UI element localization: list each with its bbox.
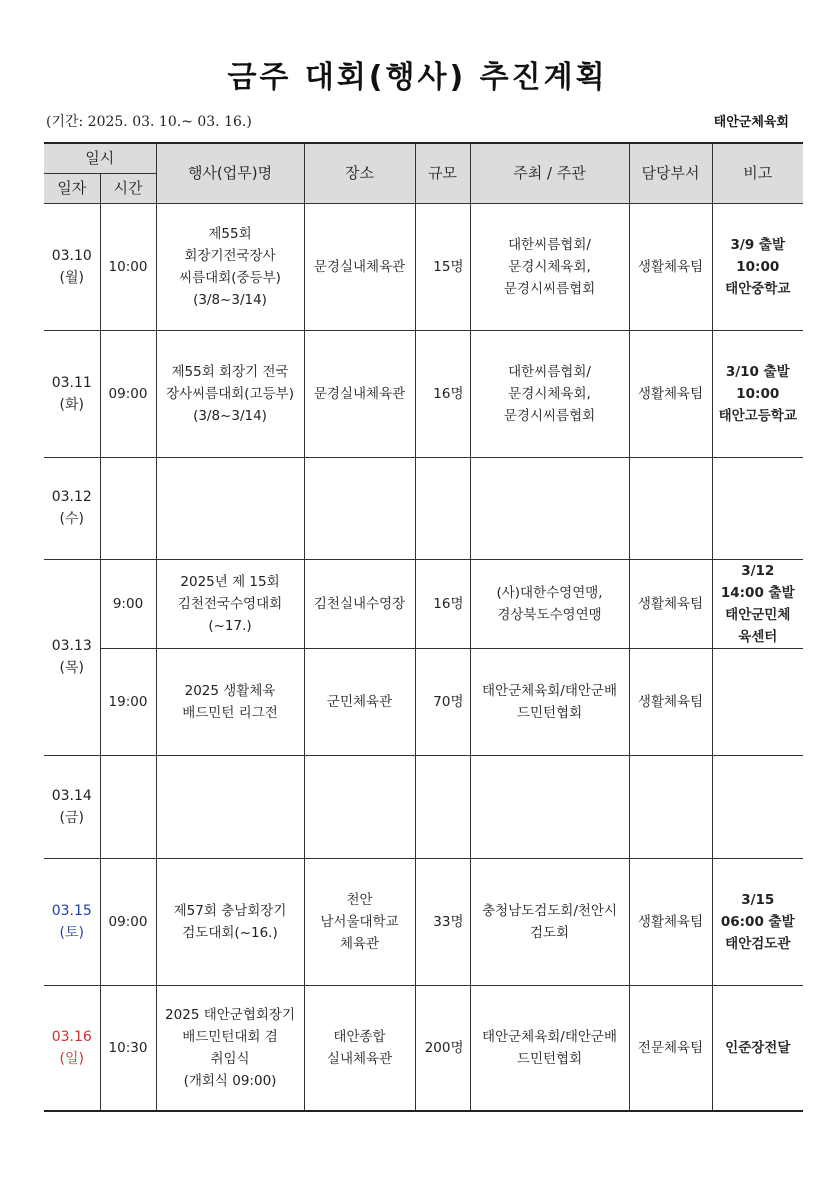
venue-cell: 군민체육관: [304, 648, 415, 755]
event-cell: 제55회 회장기전국장사 씨름대회(중등부) (3/8~3/14): [156, 203, 304, 330]
event-cell: [156, 457, 304, 559]
header-time: 시간: [100, 173, 156, 203]
header-note: 비고: [712, 143, 803, 203]
table-row: [44, 330, 803, 457]
time-cell: [100, 457, 156, 559]
host-cell: 대한씨름협회/ 문경시체육회, 문경시씨름협회: [470, 203, 629, 330]
note-cell: [712, 457, 803, 559]
header-datetime: 일시: [44, 143, 156, 173]
note-cell: [712, 755, 803, 858]
table-row: [44, 457, 803, 559]
table-row: [44, 559, 803, 648]
event-cell: 제57회 충남회장기 검도대회(~16.): [156, 858, 304, 985]
header-scale: 규모: [415, 143, 470, 203]
dept-cell: [629, 457, 712, 559]
venue-cell: 문경실내체육관: [304, 203, 415, 330]
dept-cell: 전문체육팀: [629, 985, 712, 1111]
table-row: [44, 203, 803, 330]
time-cell: 09:00: [100, 330, 156, 457]
venue-cell: 태안종합 실내체육관: [304, 985, 415, 1111]
scale-cell: 200명: [415, 985, 470, 1111]
scale-cell: 16명: [415, 330, 470, 457]
table-row: [44, 985, 803, 1111]
host-cell: 태안군체육회/태안군배 드민턴협회: [470, 648, 629, 755]
host-cell: 대한씨름협회/ 문경시체육회, 문경시씨름협회: [470, 330, 629, 457]
venue-cell: 천안 남서울대학교 체육관: [304, 858, 415, 985]
host-cell: 태안군체육회/태안군배 드민턴협회: [470, 985, 629, 1111]
header-host: 주최 / 주관: [470, 143, 629, 203]
date-cell: 03.11 (화): [44, 330, 100, 457]
date-cell: 03.16 (일): [44, 985, 100, 1111]
event-cell: 제55회 회장기 전국 장사씨름대회(고등부) (3/8~3/14): [156, 330, 304, 457]
venue-cell: [304, 457, 415, 559]
header-date: 일자: [44, 173, 100, 203]
scale-cell: 15명: [415, 203, 470, 330]
note-cell: 3/10 출발 10:00 태안고등학교: [712, 330, 803, 457]
dept-cell: 생활체육팀: [629, 858, 712, 985]
dept-cell: [629, 755, 712, 858]
event-cell: 2025 생활체육 배드민턴 리그전: [156, 648, 304, 755]
date-cell: 03.12 (수): [44, 457, 100, 559]
venue-cell: 김천실내수영장: [304, 559, 415, 648]
table-row: [44, 648, 803, 755]
dept-cell: 생활체육팀: [629, 330, 712, 457]
date-cell: 03.13 (목): [44, 559, 100, 755]
host-cell: (사)대한수영연맹, 경상북도수영연맹: [470, 559, 629, 648]
time-cell: [100, 755, 156, 858]
header-venue: 장소: [304, 143, 415, 203]
header-dept: 담당부서: [629, 143, 712, 203]
note-cell: 3/15 06:00 출발 태안검도관: [712, 858, 803, 985]
venue-cell: 문경실내체육관: [304, 330, 415, 457]
date-cell: 03.14 (금): [44, 755, 100, 858]
time-cell: 09:00: [100, 858, 156, 985]
period-label: (기간: 2025. 03. 10.~ 03. 16.): [46, 114, 252, 130]
note-cell: 3/12 14:00 출발 태안군민체 육센터: [712, 559, 803, 648]
dept-cell: 생활체육팀: [629, 648, 712, 755]
note-cell: 3/9 출발 10:00 태안중학교: [712, 203, 803, 330]
scale-cell: 16명: [415, 559, 470, 648]
schedule-table: [44, 142, 803, 1112]
time-cell: 10:30: [100, 985, 156, 1111]
organization-name: 태안군체육회: [713, 115, 789, 130]
event-cell: [156, 755, 304, 858]
host-cell: [470, 457, 629, 559]
event-cell: 2025 태안군협회장기 배드민턴대회 겸 취임식 (개회식 09:00): [156, 985, 304, 1111]
dept-cell: 생활체육팀: [629, 559, 712, 648]
time-cell: 10:00: [100, 203, 156, 330]
scale-cell: [415, 457, 470, 559]
table-row: [44, 755, 803, 858]
time-cell: 19:00: [100, 648, 156, 755]
event-cell: 2025년 제 15회 김천전국수영대회 (~17.): [156, 559, 304, 648]
scale-cell: [415, 755, 470, 858]
time-cell: 9:00: [100, 559, 156, 648]
note-cell: [712, 648, 803, 755]
header-event: 행사(업무)명: [156, 143, 304, 203]
scale-cell: 33명: [415, 858, 470, 985]
venue-cell: [304, 755, 415, 858]
scale-cell: 70명: [415, 648, 470, 755]
date-cell: 03.10 (월): [44, 203, 100, 330]
host-cell: [470, 755, 629, 858]
host-cell: 충청남도검도회/천안시 검도회: [470, 858, 629, 985]
note-cell: 인준장전달: [712, 985, 803, 1111]
page-title: 금주 대회(행사) 추진계획: [227, 60, 608, 95]
date-cell: 03.15 (토): [44, 858, 100, 985]
dept-cell: 생활체육팀: [629, 203, 712, 330]
table-row: [44, 858, 803, 985]
